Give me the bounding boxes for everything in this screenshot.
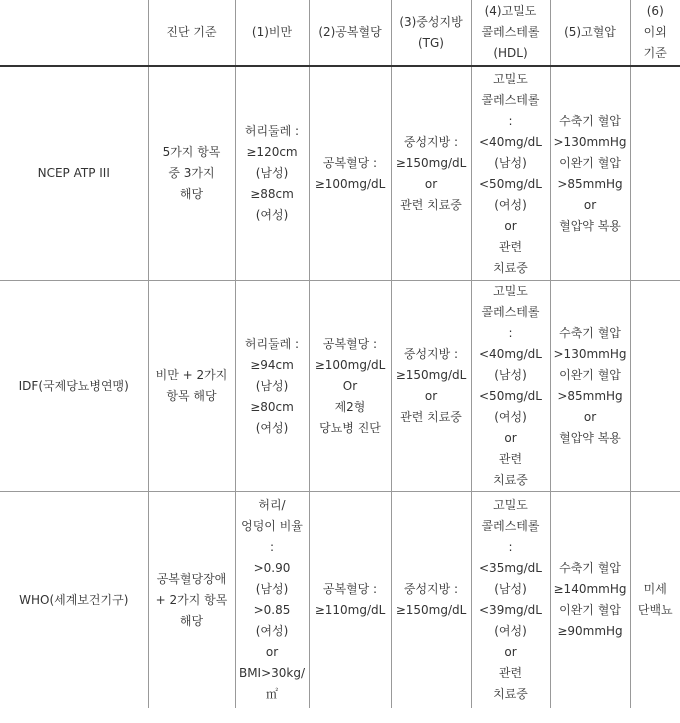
cell-text-line: or [504,218,517,233]
cell-text-line: 미세 [643,582,667,596]
fasting-glucose-cell [309,281,391,492]
cell-text-line: 관련 [498,666,523,680]
obesity-cell [235,492,309,709]
cell-text-line: 이완기 혈압 [559,368,621,382]
cell-text-line: 허리둘레 : [244,336,300,351]
cell-text-line: BMI>30kg/ [238,666,306,680]
hdl-cell [471,492,550,709]
cell-text-line: 치료중 [493,473,528,487]
cell-text-line: 치료중 [493,687,528,701]
cell-text-line: (남성) [494,582,527,596]
cell-text-line: 이완기 혈압 [559,155,621,170]
cell-text-line: 중 3가지 [168,166,215,180]
cell-text-line: 허리/ [258,498,286,512]
cell-text-line: >130mmHg [553,134,627,149]
cell-text-line: >130mmHg [553,347,627,361]
cell-text-line: 제2형 [334,399,366,414]
header-cell-hypertension [550,0,630,66]
triglycerides-cell [391,66,471,281]
cell-text-line: + 2가지 항목 [155,592,228,607]
header-cell-hdl [471,0,550,66]
cell-text-line: (남성) [255,166,289,180]
obesity-cell [235,281,309,492]
cell-text-line: 이완기 혈압 [559,603,621,617]
cell-text-line: (3)중성지방 [399,14,463,29]
diagnostic-criteria-cell [148,492,235,709]
cell-text-line: 고밀도 [493,284,528,298]
cell-text-line: 항목 해당 [166,389,217,403]
cell-text-line: ≥94cm [250,357,294,372]
cell-text-line: (여성) [255,208,289,222]
cell-text-line: 당뇨병 진단 [319,420,381,435]
cell-text-line: ≥80cm [250,399,294,414]
cell-text-line: (여성) [255,420,289,435]
table-row-idf [0,281,680,492]
cell-text-line: ≥88cm [250,187,294,201]
cell-text-line: <40mg/dL [479,134,542,149]
cell-text-line: >0.90 [253,561,291,575]
criteria-name-cell [0,492,148,709]
cell-text-line: 관련 치료중 [400,197,462,212]
cell-text-line: 고밀도 [493,71,528,86]
cell-text-line: 치료중 [493,260,528,275]
triglycerides-cell [391,281,471,492]
other-criteria-cell [630,66,680,281]
cell-text-line: 진단 기준 [166,25,217,39]
cell-text-line: WHO(세계보건기구) [19,592,129,607]
cell-text-line: 공복혈당 : [322,155,378,170]
cell-text-line: (6) [646,4,664,18]
cell-text-line: 고밀도 [493,498,528,512]
cell-text-line: 수축기 혈압 [559,326,621,340]
cell-text-line: 공복혈당 : [322,336,378,351]
cell-text-line: 콜레스테롤 [481,305,540,319]
other-criteria-cell [630,281,680,492]
cell-text-line: >85mmHg [557,176,623,191]
cell-text-line: 허리둘레 : [244,124,300,138]
header-cell-fasting-glucose [309,0,391,66]
cell-text-line: (여성) [494,410,527,424]
cell-text-line: (남성) [494,155,527,170]
header-cell-blank [0,0,148,66]
cell-text-line: ≥90mmHg [557,624,623,638]
diagnostic-criteria-cell [148,66,235,281]
cell-text-line: <50mg/dL [479,176,542,191]
table-row-who [0,492,680,709]
cell-text-line: 콜레스테롤 [481,519,540,533]
cell-text-line: : [508,326,513,340]
header-cell-triglycerides [391,0,471,66]
cell-text-line: or [424,176,438,191]
cell-text-line: ≥150mg/dL [395,155,467,170]
cell-text-line: 관련 치료중 [400,410,462,424]
cell-text-line: 중성지방 : [403,347,459,361]
cell-text-line: 혈압약 복용 [559,218,621,233]
cell-text-line: 해당 [179,613,204,628]
header-cell-diagnostic-criteria [148,0,235,66]
cell-text-line: 단백뇨 [637,603,673,617]
other-criteria-cell [630,492,680,709]
cell-text-line: 공복혈당 : [322,582,378,596]
cell-text-line: 관련 [498,239,523,254]
cell-text-line: : [269,540,275,554]
criteria-name-cell [0,281,148,492]
header-cell-other-criteria [630,0,680,66]
cell-text-line: (여성) [494,624,527,638]
hdl-cell [471,66,550,281]
fasting-glucose-cell [309,492,391,709]
hypertension-cell [550,281,630,492]
cell-text-line: >0.85 [253,603,291,617]
cell-text-line: Or [342,378,358,393]
cell-text-line: (5)고혈압 [564,25,616,39]
cell-text-line: <35mg/dL [479,561,542,575]
triglycerides-cell [391,492,471,709]
cell-text-line: (여성) [494,197,527,212]
cell-text-line: (HDL) [493,46,528,60]
cell-text-line: ≥140mmHg [553,582,627,596]
header-cell-obesity [235,0,309,66]
cell-text-line: (남성) [494,368,527,382]
cell-text-line: ≥110mg/dL [314,603,386,617]
hdl-cell [471,281,550,492]
cell-text-line: 공복혈당장애 [156,571,227,586]
cell-text-line: 혈압약 복용 [559,431,621,445]
cell-text-line: <40mg/dL [479,347,542,361]
cell-text-line: ≥120cm [246,145,298,159]
cell-text-line: (2)공복혈당 [318,25,382,39]
cell-text-line: 해당 [179,187,204,201]
cell-text-line: or [504,431,517,445]
cell-text-line: ≥100mg/dL [314,357,386,372]
cell-text-line: 콜레스테롤 [481,92,540,107]
cell-text-line: >85mmHg [557,389,623,403]
cell-text-line: 관련 [498,452,523,466]
cell-text-line: or [504,645,517,659]
cell-text-line: IDF(국제당뇨병연맹) [18,378,129,393]
hypertension-cell [550,492,630,709]
cell-text-line: 중성지방 : [403,134,459,149]
criteria-name-cell [0,66,148,281]
cell-text-line: : [508,113,513,128]
obesity-cell [235,66,309,281]
cell-text-line: 이외 [643,25,667,39]
cell-text-line: <50mg/dL [479,389,542,403]
cell-text-line: ㎡ [265,687,278,701]
cell-text-line: 기준 [643,46,667,60]
cell-text-line: (남성) [255,378,289,393]
cell-text-line: or [424,389,438,403]
cell-text-line: or [583,410,597,424]
cell-text-line: (여성) [255,624,289,638]
cell-text-line: NCEP ATP III [37,166,110,180]
cell-text-line: 5가지 항목 [162,145,221,159]
table-row-ncep [0,66,680,281]
cell-text-line: or [583,197,597,212]
cell-text-line: ≥150mg/dL [395,603,467,617]
cell-text-line: (TG) [418,35,444,50]
cell-text-line: 콜레스테롤 [481,25,540,39]
cell-text-line: 수축기 혈압 [559,561,621,575]
cell-text-line: 중성지방 : [403,582,459,596]
cell-text-line: : [508,540,513,554]
cell-text-line: ≥150mg/dL [395,368,467,382]
cell-text-line: 비만 + 2가지 [155,368,228,382]
cell-text-line: 수축기 혈압 [559,113,621,128]
cell-text-line: <39mg/dL [479,603,542,617]
hypertension-cell [550,66,630,281]
cell-text-line: (1)비만 [251,25,293,39]
diagnostic-criteria-cell [148,281,235,492]
cell-text-line: ≥100mg/dL [314,176,386,191]
header-row [0,0,680,66]
fasting-glucose-cell [309,66,391,281]
cell-text-line: or [265,645,279,659]
cell-text-line: (남성) [255,582,289,596]
cell-text-line: (4)고밀도 [484,4,537,18]
cell-text-line: 엉덩이 비율 [241,519,303,533]
